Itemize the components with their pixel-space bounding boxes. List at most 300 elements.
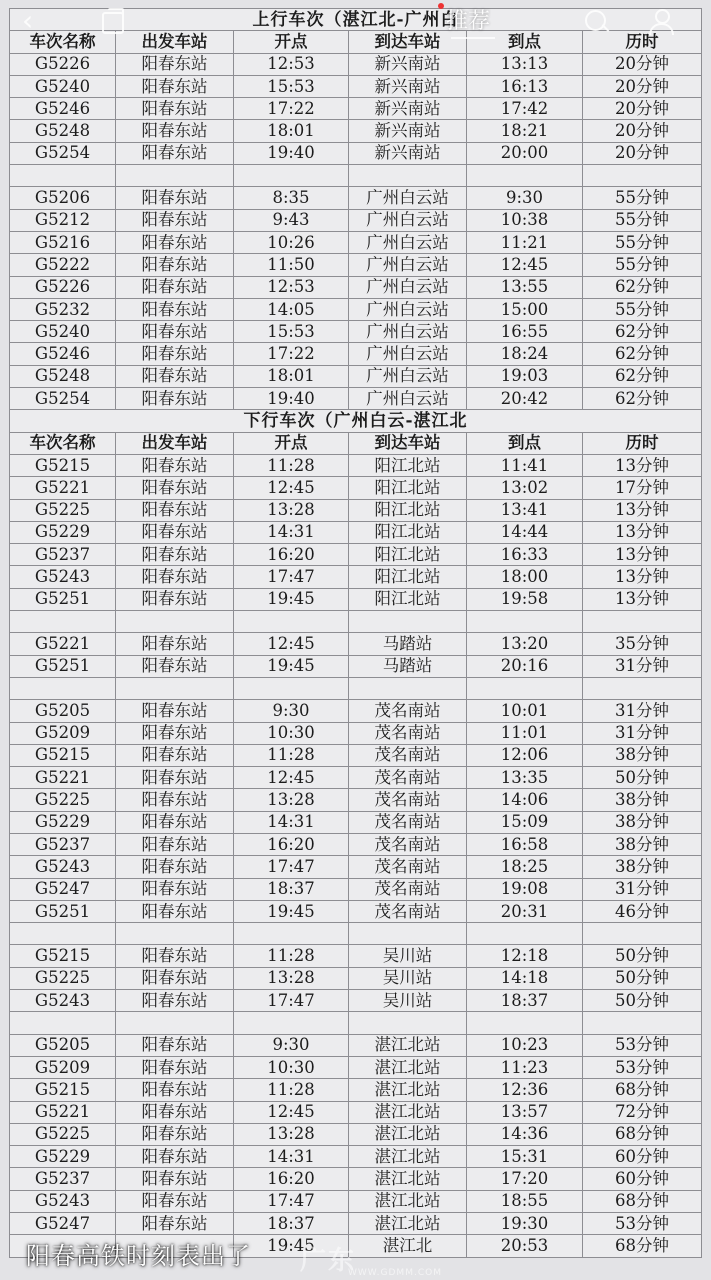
table-cell: 62分钟 [583,276,702,298]
column-header: 历时 [583,432,702,454]
table-cell: G5209 [10,1056,116,1078]
table-cell: 阳春东站 [116,142,234,164]
table-cell: G5237 [10,544,116,566]
table-row [10,1101,702,1123]
table-cell: 20:00 [467,142,583,164]
table-cell: 53分钟 [583,1034,702,1056]
table-cell: 阳春东站 [116,833,234,855]
table-cell: G5205 [10,1034,116,1056]
table-cell: G5225 [10,967,116,989]
table-cell: 15:31 [467,1146,583,1168]
table-cell: 17:20 [467,1168,583,1190]
table-cell: 19:45 [234,1235,349,1257]
table-cell: 18:21 [467,120,583,142]
empty-cell [349,1012,467,1034]
empty-cell [349,611,467,633]
table-cell: 12:45 [234,767,349,789]
table-cell: 阳春东站 [116,789,234,811]
empty-cell [234,611,349,633]
table-cell: 13分钟 [583,521,702,543]
table-cell: 18:37 [234,1213,349,1235]
table-cell: 阳春东站 [116,388,234,410]
table-cell: 广州白云站 [349,231,467,253]
table-row [10,544,702,566]
table-row [10,231,702,253]
table-cell: 广州白云站 [349,276,467,298]
table-cell: G5226 [10,53,116,75]
table-cell: 60分钟 [583,1146,702,1168]
table-cell: 阳春东站 [116,53,234,75]
empty-cell [583,677,702,699]
table-cell: 阳春东站 [116,990,234,1012]
table-cell: 12:06 [467,744,583,766]
table-cell: 11:41 [467,454,583,476]
table-cell: 湛江北站 [349,1190,467,1212]
table-cell: 阳春东站 [116,633,234,655]
table-cell: 13:35 [467,767,583,789]
table-cell: 16:58 [467,833,583,855]
table-cell: 吴川站 [349,990,467,1012]
empty-cell [10,1012,116,1034]
table-cell: 13:28 [234,967,349,989]
table-cell: 广州白云站 [349,298,467,320]
search-icon[interactable] [582,6,612,36]
table-cell: 阳春东站 [116,1190,234,1212]
table-cell: 18:01 [234,365,349,387]
table-cell: 38分钟 [583,856,702,878]
table-cell: 55分钟 [583,298,702,320]
table-cell: 38分钟 [583,744,702,766]
table-cell: 湛江北站 [349,1213,467,1235]
table-cell: 9:43 [234,209,349,231]
table-cell: 13:20 [467,633,583,655]
table-cell: 9:30 [467,187,583,209]
spacer-row [10,923,702,945]
table-row [10,967,702,989]
table-cell: G5247 [10,1213,116,1235]
table-cell: 55分钟 [583,231,702,253]
table-cell: 68分钟 [583,1123,702,1145]
table-cell: 50分钟 [583,967,702,989]
table-cell: 11:28 [234,945,349,967]
table-cell: 湛江北站 [349,1168,467,1190]
table-cell: 阳春东站 [116,477,234,499]
table-row [10,321,702,343]
empty-cell [583,923,702,945]
table-cell: 11:23 [467,1056,583,1078]
table-cell: 阳春东站 [116,521,234,543]
table-row [10,990,702,1012]
table-cell: 19:45 [234,655,349,677]
table-cell: 16:20 [234,544,349,566]
table-cell: 53分钟 [583,1213,702,1235]
table-cell: 湛江北站 [349,1146,467,1168]
table-cell: 72分钟 [583,1101,702,1123]
table-cell: G5222 [10,254,116,276]
table-cell: 13:02 [467,477,583,499]
table-cell: 13:13 [467,53,583,75]
column-header: 开点 [234,432,349,454]
table-cell: 阳春东站 [116,321,234,343]
table-cell: G5248 [10,365,116,387]
table-cell: 31分钟 [583,722,702,744]
table-cell: 阳春东站 [116,254,234,276]
table-cell: 茂名南站 [349,900,467,922]
table-cell: 阳春东站 [116,1079,234,1101]
table-cell: 广州白云站 [349,321,467,343]
table-cell: 10:30 [234,722,349,744]
table-cell: 吴川站 [349,945,467,967]
table-cell: 阳春东站 [116,1101,234,1123]
empty-cell [467,677,583,699]
table-cell: 60分钟 [583,1168,702,1190]
empty-cell [583,1012,702,1034]
table-cell: 13:28 [234,789,349,811]
table-cell: 50分钟 [583,990,702,1012]
window-icon[interactable] [98,6,128,36]
table-cell: 20分钟 [583,53,702,75]
table-cell: 10:01 [467,700,583,722]
table-cell: 湛江北站 [349,1123,467,1145]
table-cell: 茂名南站 [349,700,467,722]
table-cell: 12:53 [234,53,349,75]
table-cell: G5205 [10,700,116,722]
table-cell: G5246 [10,98,116,120]
table-cell: 阳春东站 [116,767,234,789]
table-cell: 62分钟 [583,321,702,343]
table-row [10,1056,702,1078]
table-cell: 53分钟 [583,1056,702,1078]
table-cell: G5243 [10,1190,116,1212]
table-cell: 11:28 [234,454,349,476]
table-cell: 16:33 [467,544,583,566]
table-cell: 新兴南站 [349,75,467,97]
table-row [10,1146,702,1168]
table-cell: 14:44 [467,521,583,543]
table-cell: G5229 [10,811,116,833]
table-cell: 阳春东站 [116,722,234,744]
table-row [10,566,702,588]
table-cell: 19:58 [467,588,583,610]
table-cell: G5212 [10,209,116,231]
tab-recommend[interactable]: 推荐 [446,9,491,34]
table-row [10,900,702,922]
table-cell: 68分钟 [583,1190,702,1212]
table-row [10,142,702,164]
table-cell: G5225 [10,789,116,811]
table-cell: 阳春东站 [116,499,234,521]
table-cell: 茂名南站 [349,833,467,855]
table-cell: 阳春东站 [116,811,234,833]
empty-cell [467,923,583,945]
table-cell: 吴川站 [349,967,467,989]
header-row [10,432,702,454]
table-cell: G5215 [10,744,116,766]
table-cell: 阳春东站 [116,1123,234,1145]
table-row [10,454,702,476]
table-cell: 19:03 [467,365,583,387]
table-cell: 19:08 [467,878,583,900]
column-header: 到达车站 [349,432,467,454]
table-cell: 11:28 [234,1079,349,1101]
table-cell: 阳江北站 [349,454,467,476]
table-cell: 17:47 [234,856,349,878]
table-cell: 阳春东站 [116,856,234,878]
table-cell: 阳春东站 [116,209,234,231]
table-cell: G5251 [10,588,116,610]
table-cell: 11:01 [467,722,583,744]
table-cell: 14:36 [467,1123,583,1145]
empty-cell [467,1012,583,1034]
profile-icon[interactable] [646,6,676,36]
table-cell: 50分钟 [583,767,702,789]
table-row [10,633,702,655]
table-row [10,499,702,521]
table-cell: 62分钟 [583,388,702,410]
table-cell: 9:30 [234,700,349,722]
table-row [10,700,702,722]
table-cell: 阳春东站 [116,1168,234,1190]
table-cell: 阳春东站 [116,298,234,320]
table-cell: G5237 [10,833,116,855]
column-header: 到点 [467,432,583,454]
table-cell: 14:31 [234,811,349,833]
table-cell: G5225 [10,1123,116,1145]
table-row [10,298,702,320]
table-cell: 阳春东站 [116,1213,234,1235]
table-cell: G5254 [10,142,116,164]
table-cell: 38分钟 [583,789,702,811]
table-cell: 31分钟 [583,878,702,900]
column-header: 车次名称 [10,432,116,454]
table-cell: G5221 [10,477,116,499]
table-cell: 17:42 [467,98,583,120]
table-cell: 阳春东站 [116,566,234,588]
table-cell: G5226 [10,276,116,298]
table-cell: 10:26 [234,231,349,253]
empty-cell [349,677,467,699]
table-cell: 茂名南站 [349,811,467,833]
table-cell: 19:40 [234,388,349,410]
table-cell: G5251 [10,900,116,922]
table-cell: 12:36 [467,1079,583,1101]
empty-cell [583,611,702,633]
table-row [10,1213,702,1235]
table-cell: 15:00 [467,298,583,320]
table-cell: 阳江北站 [349,544,467,566]
table-cell: 14:06 [467,789,583,811]
table-row [10,276,702,298]
table-cell: 13:55 [467,276,583,298]
table-cell: G5243 [10,990,116,1012]
table-row [10,365,702,387]
table-cell: G5247 [10,878,116,900]
table-cell: G5229 [10,1146,116,1168]
table-cell: 18:00 [467,566,583,588]
table-cell: 13:57 [467,1101,583,1123]
table-cell: 35分钟 [583,633,702,655]
table-row [10,811,702,833]
table-cell: 20分钟 [583,142,702,164]
table-cell: 阳春东站 [116,1034,234,1056]
table-cell: 55分钟 [583,254,702,276]
table-cell: 20:16 [467,655,583,677]
table-row [10,1079,702,1101]
table-cell: G5221 [10,767,116,789]
empty-cell [234,923,349,945]
table-row [10,744,702,766]
table-cell: 阳春东站 [116,744,234,766]
empty-cell [234,165,349,187]
spacer-row [10,677,702,699]
empty-cell [234,677,349,699]
table-cell: 18:37 [234,878,349,900]
table-cell: G5243 [10,566,116,588]
table-cell: 茂名南站 [349,744,467,766]
table-cell: G5232 [10,298,116,320]
tab-underline [451,37,495,39]
table-row [10,209,702,231]
table-cell: G5240 [10,321,116,343]
table-cell: 13分钟 [583,566,702,588]
table-cell: 31分钟 [583,700,702,722]
table-cell: 31分钟 [583,655,702,677]
table-cell: 13:28 [234,1123,349,1145]
table-cell: 20:42 [467,388,583,410]
table-row [10,521,702,543]
table-cell: 13分钟 [583,544,702,566]
table-cell: 阳春东站 [116,945,234,967]
back-icon[interactable]: ‹ [22,4,34,37]
table-cell: G5206 [10,187,116,209]
table-cell: G5251 [10,655,116,677]
table-cell: G5229 [10,521,116,543]
table-cell: 阳春东站 [116,655,234,677]
spacer-row [10,1012,702,1034]
empty-cell [10,611,116,633]
empty-cell [10,165,116,187]
table-cell: 湛江北 [349,1235,467,1257]
table-cell: G5221 [10,1101,116,1123]
table-row [10,120,702,142]
table-cell: 19:30 [467,1213,583,1235]
table-cell: 18:01 [234,120,349,142]
table-cell: 46分钟 [583,900,702,922]
spacer-row [10,611,702,633]
table-cell: 20分钟 [583,98,702,120]
table-cell: 15:09 [467,811,583,833]
watermark: 广东 [300,1246,357,1276]
table-cell: G5215 [10,945,116,967]
table-cell: 茂名南站 [349,722,467,744]
section-title: 上行车次（湛江北-广州白 [10,9,702,31]
table-cell: 阳春东站 [116,878,234,900]
table-cell: 17:47 [234,1190,349,1212]
table-cell: G5237 [10,1168,116,1190]
table-cell: 20:53 [467,1235,583,1257]
table-cell: 16:20 [234,1168,349,1190]
app-top-bar [0,0,711,44]
table-cell: 新兴南站 [349,98,467,120]
table-row [10,833,702,855]
table-cell: 14:18 [467,967,583,989]
empty-cell [467,165,583,187]
table-cell: 阳春东站 [116,967,234,989]
table-cell: G5225 [10,499,116,521]
timetable [9,4,702,1258]
table-cell: 阳春东站 [116,900,234,922]
table-cell: 18:24 [467,343,583,365]
table-cell: 广州白云站 [349,365,467,387]
table-cell: 38分钟 [583,833,702,855]
table-row [10,1168,702,1190]
table-cell: G5243 [10,856,116,878]
table-cell: 马踏站 [349,633,467,655]
table-cell: 12:18 [467,945,583,967]
table-cell: 阳江北站 [349,588,467,610]
table-row [10,767,702,789]
table-cell: 新兴南站 [349,120,467,142]
table-cell: 17分钟 [583,477,702,499]
table-row [10,722,702,744]
table-cell: 阳江北站 [349,566,467,588]
table-cell: 9:30 [234,1034,349,1056]
table-cell: 阳春东站 [116,1146,234,1168]
table-cell: 15:53 [234,321,349,343]
table-cell: 12:45 [234,477,349,499]
watermark-url: WWW.GDMM.COM [348,1268,442,1278]
table-row [10,945,702,967]
table-cell: 13:28 [234,499,349,521]
table-cell: 茂名南站 [349,789,467,811]
table-cell: 阳春东站 [116,187,234,209]
table-cell: 17:22 [234,343,349,365]
table-cell: 15:53 [234,75,349,97]
table-row [10,1123,702,1145]
table-cell: 18:55 [467,1190,583,1212]
table-row [10,187,702,209]
table-cell: 湛江北站 [349,1056,467,1078]
empty-cell [234,1012,349,1034]
table-cell: 12:45 [234,1101,349,1123]
table-cell: 阳江北站 [349,521,467,543]
table-cell: 阳春东站 [116,588,234,610]
table-cell: G5248 [10,120,116,142]
table-cell: 13:41 [467,499,583,521]
table-cell: 阳春东站 [116,98,234,120]
table-cell: 茂名南站 [349,878,467,900]
table-cell: 18:37 [467,990,583,1012]
empty-cell [10,923,116,945]
table-cell: 茂名南站 [349,767,467,789]
table-cell: G5254 [10,388,116,410]
table-cell: 阳春东站 [116,231,234,253]
table-row [10,388,702,410]
table-cell: 11:21 [467,231,583,253]
table-cell: 10:30 [234,1056,349,1078]
table-cell: 广州白云站 [349,254,467,276]
table-cell: 湛江北站 [349,1101,467,1123]
table-cell: 62分钟 [583,343,702,365]
table-cell: 62分钟 [583,365,702,387]
column-header: 车次名称 [10,31,116,53]
table-row [10,588,702,610]
column-header: 出发车站 [116,432,234,454]
table-cell: 68分钟 [583,1079,702,1101]
empty-cell [116,611,234,633]
column-header: 到达车站 [349,31,467,53]
table-cell: 马踏站 [349,655,467,677]
